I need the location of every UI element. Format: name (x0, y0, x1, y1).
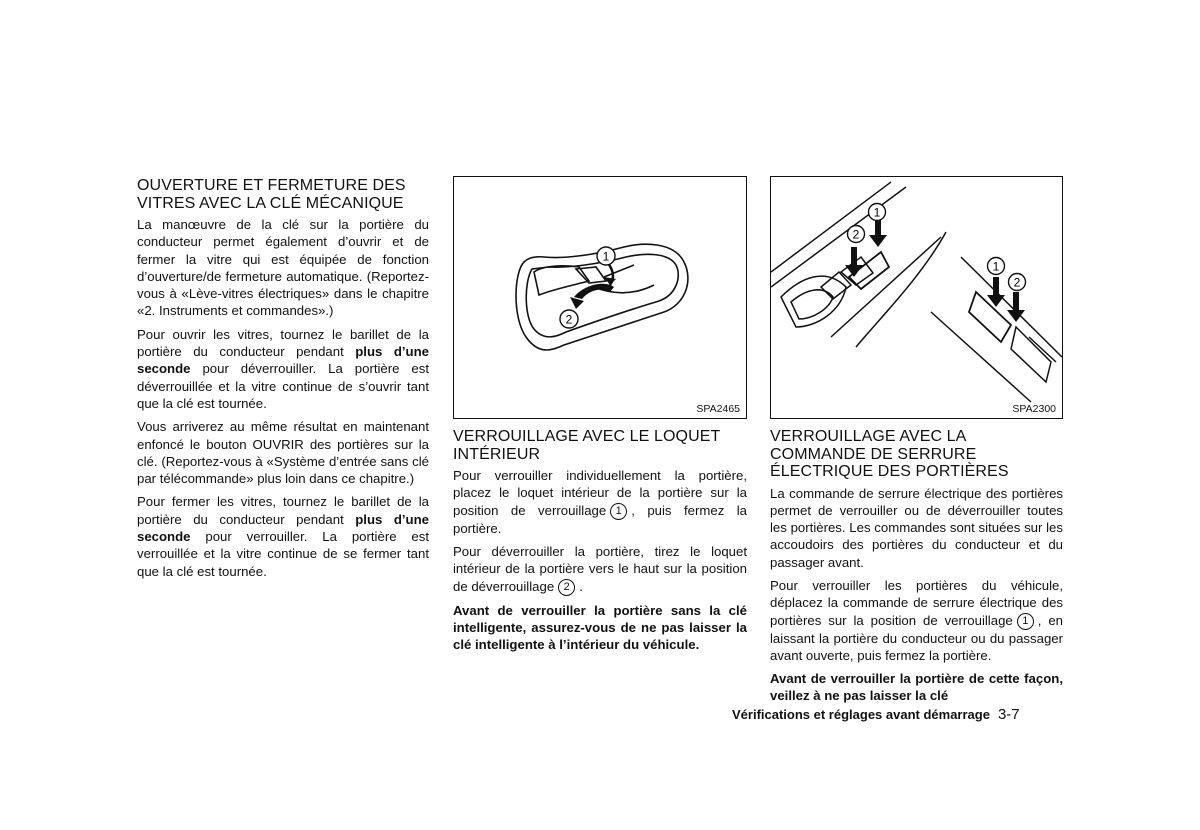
marker-2-rear (1009, 274, 1026, 291)
svg-text:2: 2 (565, 312, 573, 327)
footer-title: Vérifications et réglages avant démarrage (732, 707, 990, 722)
column-left (137, 177, 429, 586)
column-right (770, 428, 1063, 711)
column-middle (453, 428, 747, 659)
figure-power-door-lock-switch (770, 176, 1063, 419)
marker-1-rear (988, 258, 1005, 275)
paragraph: Pour verrouiller individuellement la portière, placez le loquet intérieur de la portière sur la position de verrouillage 1 , puis fermez la portière. (453, 468, 748, 536)
marker-2 (560, 310, 578, 328)
paragraph: La manœuvre de la clé sur la portière du conducteur permet également d’ouvrir et de fermer la vitre qui est équipée de fonction d’ouverture/de fermeture automatique. (Reportez-vous à «Lève-vitres électriques» dans le chapitre «2. Instruments et commandes».) (137, 217, 429, 319)
figure-code: SPA2465 (696, 403, 740, 415)
paragraph: Pour ouvrir les vitres, tournez le barillet de la portière du conducteur pendant plus d’une seconde pour déverrouiller. La portière est déverrouillée et la vitre continue de s’ouvrir tant que la clé est tournée. (137, 326, 429, 411)
page-number: 3-7 (997, 706, 1020, 723)
section-heading-mechanical-key: OUVERTURE ET FERMETURE DES VITRES AVEC LA CLÉ MÉCANIQUE (137, 177, 406, 212)
paragraph: Pour fermer les vitres, tournez le barillet de la portière du conducteur pendant plus d’une seconde pour verrouiller. La portière est verrouillée et la vitre continue de se fermer tant que la clé est tournée. (137, 494, 429, 579)
marker-2-front (848, 226, 865, 243)
warning-paragraph: Avant de verrouiller la portière de cette façon, veillez à ne pas laisser la clé (770, 671, 1063, 704)
paragraph: La commande de serrure électrique des portières permet de verrouiller ou de déverrouiller toutes les portières. Les commandes sont situées sur les accoudoirs des portières du conducteur et du passager avant. (770, 485, 1063, 570)
svg-text:2: 2 (1013, 275, 1021, 290)
warning-paragraph: Avant de verrouiller la portière sans la clé intelligente, assurez-vous de ne pas laisser la clé intelligente à l’intérieur du véhicule. (453, 602, 747, 653)
svg-text:1: 1 (873, 205, 881, 220)
marker-1-front (869, 204, 886, 221)
paragraph: Vous arriverez au même résultat en maintenant enfoncé le bouton OUVRIR des portières sur la clé. (Reportez-vous à «Système d’entrée sans clé par télécommande» plus loin dans ce chapitre.) (137, 419, 429, 487)
svg-text:2: 2 (852, 227, 860, 242)
figure-door-handle-lock (453, 176, 747, 419)
figure-code: SPA2300 (1012, 403, 1056, 415)
svg-text:1: 1 (602, 249, 610, 264)
svg-text:1: 1 (992, 259, 1000, 274)
position-marker: 1 (1017, 613, 1034, 630)
door-handle-illustration (454, 177, 746, 418)
power-lock-switch-illustration (771, 177, 1062, 418)
paragraph: Pour déverrouiller la portière, tirez le loquet intérieur de la portière vers le haut sur la position de déverrouillage 2 . (453, 543, 747, 596)
section-heading-power-lock: VERROUILLAGE AVEC LA COMMANDE DE SERRURE ÉLECTRIQUE DES PORTIÈRES (770, 428, 1009, 480)
marker-1 (597, 247, 615, 265)
page-footer (732, 706, 1020, 723)
paragraph: Pour verrouiller les portières du véhicule, déplacez la commande de serrure électrique des portières sur la position de verrouillage 1 , en laissant la portière du conducteur ou du passager avant ouverte, puis fermez la portière. (770, 577, 1063, 663)
position-marker: 1 (610, 503, 627, 520)
position-marker: 2 (558, 579, 575, 596)
section-heading-inside-lock: VERROUILLAGE AVEC LE LOQUET INTÉRIEUR (453, 428, 721, 463)
